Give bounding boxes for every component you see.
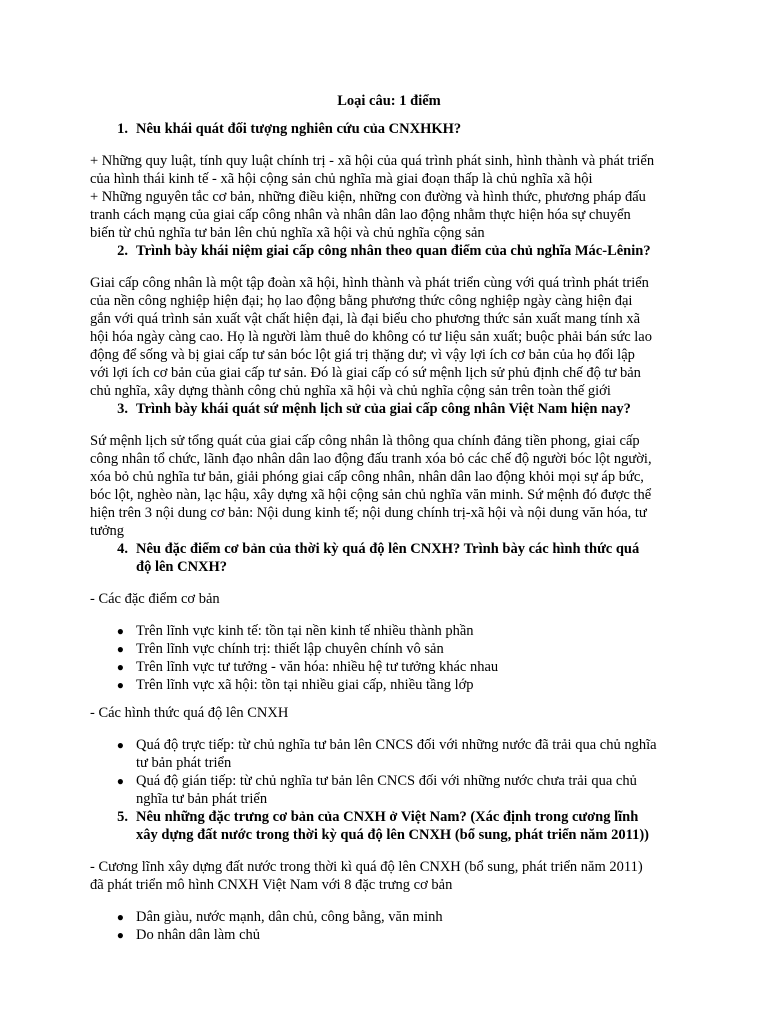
question-4 — [90, 540, 688, 576]
question-number: 2. — [117, 243, 128, 259]
answer-5 — [90, 858, 688, 894]
bullet-list-transition-forms — [90, 736, 688, 808]
question-text: Trình bày khái niệm giai cấp công nhân theo quan điểm của chủ nghĩa Mác-Lênin? — [136, 243, 651, 259]
question-text — [136, 540, 688, 576]
question-2 — [90, 242, 688, 260]
list-item — [90, 926, 688, 944]
answer-3 — [90, 432, 688, 540]
list-item-text: Do nhân dân làm chủ — [136, 927, 261, 943]
text-line: của nền công nghiệp hiện đại; họ lao động bằng phương thức công nghiệp ngày càng hiện đại — [90, 293, 633, 309]
list-item-line: Quá độ trực tiếp: từ chủ nghĩa tư bản lên CNCS đối với những nước đã trải qua chủ nghĩa — [136, 737, 657, 753]
question-number: 5. — [117, 809, 128, 825]
bullet-list-characteristics — [90, 622, 688, 694]
text-line: tranh cách mạng của giai cấp công nhân và nhân dân lao động nhằm thực hiện hóa sự chuyển — [90, 207, 631, 223]
bullet-icon: ● — [116, 624, 124, 638]
bullet-icon: ● — [116, 738, 124, 752]
list-item — [90, 908, 688, 926]
subheading-characteristics: - Các đặc điểm cơ bản — [90, 591, 220, 607]
text-line: tưởng — [90, 523, 125, 539]
text-line: với lợi ích cơ bản của giai cấp tư sản. Đó là giai cấp có sứ mệnh lịch sử phủ định chế độ tư bản — [90, 365, 641, 381]
list-item-text: Trên lĩnh vực kinh tế: tồn tại nền kinh tế nhiều thành phần — [136, 623, 474, 639]
list-item — [90, 736, 688, 772]
bullet-icon: ● — [116, 910, 124, 924]
list-item-text — [136, 736, 688, 772]
question-5 — [90, 808, 688, 844]
list-item — [90, 640, 688, 658]
text-line: hiện trên 3 nội dung cơ bản: Nội dung kinh tế; nội dung chính trị-xã hội và nội dung văn hóa, tư — [90, 505, 647, 521]
text-line: + Những nguyên tắc cơ bản, những điều kiện, những con đường và hình thức, phương pháp đấu — [90, 189, 646, 205]
question-text-line: Nêu những đặc trưng cơ bản của CNXH ở Việt Nam? (Xác định trong cương lĩnh — [136, 809, 639, 825]
list-item — [90, 676, 688, 694]
list-item — [90, 658, 688, 676]
text-line: động để sống và bị giai cấp tư sản bóc lột giá trị thặng dư; vì vậy lợi ích cơ bản của họ đối lập — [90, 347, 635, 363]
bullet-icon: ● — [116, 642, 124, 656]
document-body — [90, 92, 688, 954]
list-item-line: nghĩa tư bản phát triển — [136, 791, 268, 807]
list-item-line: tư bản phát triển — [136, 755, 232, 771]
question-number: 1. — [117, 121, 128, 137]
text-line: đã phát triển mô hình CNXH Việt Nam với 8 đặc trưng cơ bản — [90, 877, 453, 893]
list-item-text: Dân giàu, nước mạnh, dân chủ, công bằng, văn minh — [136, 909, 443, 925]
question-number: 4. — [117, 541, 128, 557]
list-item-text: Trên lĩnh vực chính trị: thiết lập chuyên chính vô sản — [136, 641, 444, 657]
text-line: gắn với quá trình sản xuất vật chất hiện đại, là đại biểu cho phương thức sản xuất mang tính xã — [90, 311, 641, 327]
text-line: chủ nghĩa, xây dựng thành công chủ nghĩa xã hội và chủ nghĩa cộng sản trên toàn thế giới — [90, 383, 611, 399]
bullet-icon: ● — [116, 678, 124, 692]
text-line: công nhân tổ chức, lãnh đạo nhân dân lao động đấu tranh xóa bỏ các chế độ người bóc lột người, — [90, 451, 652, 467]
question-1 — [90, 120, 688, 138]
text-line: xóa bỏ chủ nghĩa tư bản, giải phóng giai cấp công nhân, nhân dân lao động khỏi mọi sự áp bức, — [90, 469, 644, 485]
page-title: Loại câu: 1 điểm — [337, 93, 441, 109]
list-item-line: Quá độ gián tiếp: từ chủ nghĩa tư bản lên CNCS đối với những nước chưa trải qua chủ — [136, 773, 637, 789]
question-text: Trình bày khái quát sứ mệnh lịch sử của giai cấp công nhân Việt Nam hiện nay? — [136, 401, 631, 417]
question-text-line: Nêu đặc điểm cơ bản của thời kỳ quá độ lên CNXH? Trình bày các hình thức quá — [136, 541, 640, 557]
bullet-icon: ● — [116, 660, 124, 674]
text-line: bóc lột, nghèo nàn, lạc hậu, xây dựng xã hội cộng sản chủ nghĩa văn minh. Sứ mệnh đó được thể — [90, 487, 652, 503]
subheading-transition-forms: - Các hình thức quá độ lên CNXH — [90, 705, 289, 721]
text-line: hội hóa ngày càng cao. Họ là người làm thuê do không có tư liệu sản xuất; buộc phải bán sức lao — [90, 329, 652, 345]
list-item — [90, 622, 688, 640]
question-3 — [90, 400, 688, 418]
question-number: 3. — [117, 401, 128, 417]
list-item-text: Trên lĩnh vực tư tưởng - văn hóa: nhiều hệ tư tưởng khác nhau — [136, 659, 499, 675]
bullet-icon: ● — [116, 928, 124, 942]
list-item-text — [136, 772, 688, 808]
list-item — [90, 772, 688, 808]
answer-2 — [90, 274, 688, 400]
answer-1 — [90, 152, 688, 242]
list-item-text: Trên lĩnh vực xã hội: tồn tại nhiều giai cấp, nhiều tầng lớp — [136, 677, 474, 693]
text-line: của hình thái kinh tế - xã hội cộng sản chủ nghĩa mà giai đoạn thấp là chủ nghĩa xã hội — [90, 171, 593, 187]
question-text-line: độ lên CNXH? — [136, 559, 228, 575]
text-line: biến từ chủ nghĩa tư bản lên chủ nghĩa xã hội và chủ nghĩa cộng sản — [90, 225, 485, 241]
text-line: Giai cấp công nhân là một tập đoàn xã hội, hình thành và phát triển cùng với quá trình phát triển — [90, 275, 649, 291]
text-line: + Những quy luật, tính quy luật chính trị - xã hội của quá trình phát sinh, hình thành và phát triển — [90, 153, 655, 169]
text-line: Sứ mệnh lịch sử tổng quát của giai cấp công nhân là thông qua chính đảng tiền phong, giai cấp — [90, 433, 640, 449]
text-line: - Cương lĩnh xây dựng đất nước trong thời kì quá độ lên CNXH (bổ sung, phát triển năm 2011) — [90, 859, 643, 875]
question-text — [136, 808, 688, 844]
bullet-list-vietnam-features — [90, 908, 688, 944]
bullet-icon: ● — [116, 774, 124, 788]
question-text-line: xây dựng đất nước trong thời kỳ quá độ lên CNXH (bổ sung, phát triển năm 2011)) — [136, 827, 649, 843]
question-text: Nêu khái quát đối tượng nghiên cứu của CNXHKH? — [136, 121, 462, 137]
